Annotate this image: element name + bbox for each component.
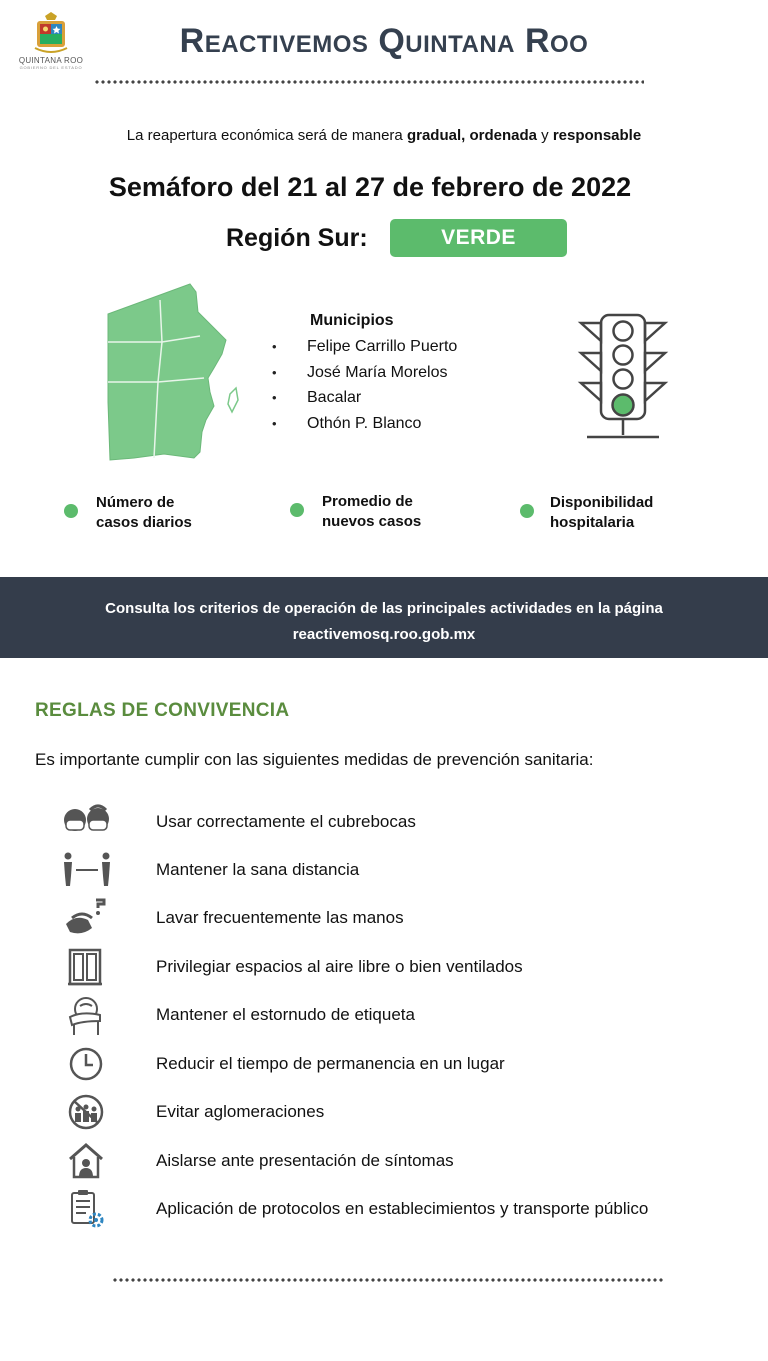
logo-name: QUINTANA ROO bbox=[18, 56, 84, 65]
dotted-divider-bottom bbox=[112, 1278, 664, 1282]
rule-text: Lavar frecuentemente las manos bbox=[156, 908, 404, 927]
rules-title: REGLAS DE CONVIVENCIA bbox=[35, 700, 290, 721]
region-map-icon bbox=[104, 282, 244, 462]
rule-item bbox=[0, 802, 768, 842]
indicator-line: Promedio de bbox=[322, 493, 413, 510]
subtitle-bold-2: responsable bbox=[552, 127, 642, 144]
rule-item bbox=[0, 1092, 768, 1132]
indicator-line: hospitalaria bbox=[550, 514, 635, 531]
home-isolation-icon bbox=[62, 1141, 112, 1181]
municipio-item: • Othón P. Blanco bbox=[272, 414, 457, 440]
rule-item bbox=[0, 898, 768, 938]
indicator-line: casos diarios bbox=[96, 514, 192, 531]
logo-subtitle: GOBIERNO DEL ESTADO bbox=[19, 65, 83, 70]
indicator-line: Disponibilidad bbox=[550, 494, 654, 511]
rule-text: Evitar aglomeraciones bbox=[156, 1102, 325, 1121]
rule-item bbox=[0, 1189, 768, 1229]
clock-icon bbox=[62, 1044, 112, 1084]
indicator-dot-icon bbox=[520, 504, 534, 518]
indicator-avg-new-cases bbox=[322, 492, 421, 532]
semaforo-title: Semáforo del 21 al 27 de febrero de 2022 bbox=[108, 172, 632, 202]
municipio-item: • Bacalar bbox=[272, 388, 457, 414]
municipios-list bbox=[272, 337, 457, 439]
dotted-divider-top bbox=[94, 80, 644, 84]
region-label: Región Sur: bbox=[226, 224, 368, 252]
indicator-line: Número de bbox=[96, 494, 175, 511]
municipio-item: • José María Morelos bbox=[272, 363, 457, 389]
social-distance-icon bbox=[62, 850, 112, 890]
rule-text: Aplicación de protocolos en establecimientos y transporte público bbox=[156, 1199, 649, 1218]
municipios-title: Municipios bbox=[310, 312, 394, 329]
subtitle-mid: y bbox=[536, 127, 553, 144]
rule-text: Aislarse ante presentación de síntomas bbox=[156, 1151, 454, 1170]
indicator-hospital-availability bbox=[550, 493, 653, 533]
traffic-light-icon bbox=[577, 313, 669, 441]
rules-intro: Es importante cumplir con las siguientes medidas de prevención sanitaria: bbox=[35, 750, 594, 769]
rule-text: Usar correctamente el cubrebocas bbox=[156, 812, 416, 831]
subtitle-bold-1: gradual, ordenada bbox=[406, 127, 537, 144]
sneeze-etiquette-icon bbox=[62, 995, 112, 1035]
page-title: Reactivemos Quintana Roo bbox=[179, 22, 589, 60]
rule-text: Reducir el tiempo de permanencia en un lugar bbox=[156, 1054, 505, 1073]
rule-text: Mantener la sana distancia bbox=[156, 860, 360, 879]
region-status-badge: VERDE bbox=[390, 219, 567, 257]
indicator-line: nuevos casos bbox=[322, 513, 422, 530]
open-window-icon bbox=[62, 947, 112, 987]
banner-text: Consulta los criterios de operación de las principales actividades en la página bbox=[105, 600, 663, 617]
subtitle-prefix: La reapertura económica será de manera bbox=[126, 127, 407, 144]
rule-item bbox=[0, 850, 768, 890]
indicator-dot-icon bbox=[290, 503, 304, 517]
reopening-subtitle bbox=[0, 127, 768, 144]
rule-item bbox=[0, 1044, 768, 1084]
rule-item bbox=[0, 1141, 768, 1181]
rule-item bbox=[0, 947, 768, 987]
indicator-daily-cases bbox=[96, 493, 192, 533]
rule-text: Privilegiar espacios al aire libre o bien ventilados bbox=[156, 957, 523, 976]
hand-washing-icon bbox=[62, 898, 112, 938]
indicator-dot-icon bbox=[64, 504, 78, 518]
protocol-checklist-icon bbox=[62, 1189, 112, 1229]
banner-url[interactable]: reactivemosq.roo.gob.mx bbox=[292, 626, 476, 643]
no-crowds-icon bbox=[62, 1092, 112, 1132]
rule-text: Mantener el estornudo de etiqueta bbox=[156, 1005, 415, 1024]
municipio-item: • Felipe Carrillo Puerto bbox=[272, 337, 457, 363]
face-mask-icon bbox=[62, 802, 112, 842]
rule-item bbox=[0, 995, 768, 1035]
criteria-banner bbox=[0, 577, 768, 658]
